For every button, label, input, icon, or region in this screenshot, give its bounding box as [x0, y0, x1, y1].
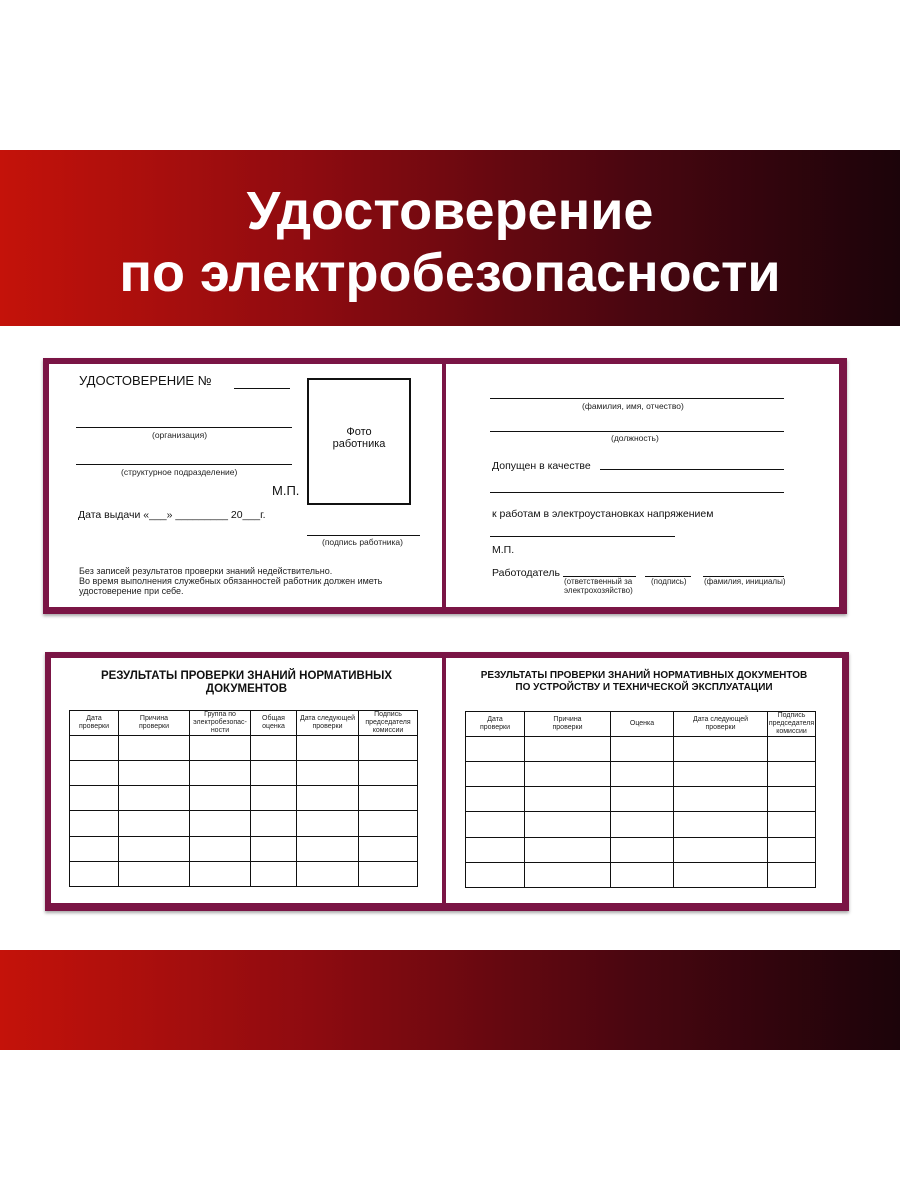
- certificate-right-page: [446, 364, 839, 607]
- initials-caption: (фамилия, инициалы): [704, 577, 786, 586]
- table-cell: [674, 862, 768, 887]
- table-cell: [190, 861, 251, 886]
- column-header-line: проверки: [705, 724, 736, 731]
- full-name-line: [490, 398, 784, 399]
- table-cell: [70, 836, 119, 861]
- table-cell: [768, 837, 816, 862]
- column-header: [297, 711, 359, 736]
- column-header-line: оценка: [262, 723, 285, 730]
- column-header-line: Общая: [262, 715, 285, 722]
- column-header-line: проверки: [552, 724, 583, 731]
- table-cell: [674, 737, 768, 762]
- worker-signature-caption: (подпись работника): [322, 537, 403, 547]
- results-right-page: [446, 658, 842, 903]
- table-cell: [297, 761, 359, 786]
- table-row: [70, 811, 418, 836]
- table-cell: [611, 837, 674, 862]
- position-line: [490, 431, 784, 432]
- results-left-header-row: [70, 711, 418, 736]
- validity-note-line3: удостоверение при себе.: [79, 586, 184, 596]
- photo-label-line1: Фото: [346, 426, 372, 438]
- column-header: [674, 712, 768, 737]
- certificate-spread: [43, 358, 847, 614]
- table-cell: [190, 811, 251, 836]
- table-cell: [297, 786, 359, 811]
- column-header: [611, 712, 674, 737]
- table-row: [466, 737, 816, 762]
- voltage-line: [490, 536, 675, 537]
- table-cell: [359, 861, 418, 886]
- table-cell: [611, 737, 674, 762]
- voltage-works-label: к работам в электроустановках напряжением: [492, 508, 714, 520]
- column-header: [525, 712, 611, 737]
- table-cell: [119, 861, 190, 886]
- table-cell: [466, 762, 525, 787]
- certificate-number-line: [234, 388, 290, 389]
- results-left-title-line1: РЕЗУЛЬТАТЫ ПРОВЕРКИ ЗНАНИЙ НОРМАТИВНЫХ: [100, 670, 393, 682]
- validity-note-line2: Во время выполнения служебных обязанностей работник должен иметь: [79, 576, 383, 586]
- position-caption: (должность): [611, 433, 659, 443]
- table-row: [466, 812, 816, 837]
- column-header: [190, 711, 251, 736]
- table-row: [70, 761, 418, 786]
- right-stamp-label: М.П.: [492, 544, 515, 556]
- column-header-line: электробезопас-: [193, 719, 247, 726]
- table-cell: [297, 811, 359, 836]
- table-cell: [190, 836, 251, 861]
- table-cell: [674, 812, 768, 837]
- results-right-header-row: [466, 712, 816, 737]
- table-cell: [297, 736, 359, 761]
- table-cell: [251, 836, 297, 861]
- table-cell: [297, 836, 359, 861]
- department-caption: (структурное подразделение): [121, 467, 238, 477]
- table-cell: [525, 837, 611, 862]
- results-right-title: [446, 670, 842, 694]
- table-cell: [674, 787, 768, 812]
- column-header-line: ности: [210, 727, 230, 734]
- table-cell: [70, 861, 119, 886]
- column-header: [768, 712, 816, 737]
- column-header-line: Причина: [553, 716, 582, 723]
- table-cell: [525, 762, 611, 787]
- organization-line: [76, 427, 292, 428]
- results-right-title-line1: РЕЗУЛЬТАТЫ ПРОВЕРКИ ЗНАНИЙ НОРМАТИВНЫХ ДОКУМЕНТОВ: [480, 670, 808, 681]
- table-row: [70, 836, 418, 861]
- table-cell: [70, 811, 119, 836]
- column-header-line: проверки: [480, 724, 510, 731]
- table-cell: [525, 812, 611, 837]
- table-cell: [768, 737, 816, 762]
- column-header: [359, 711, 418, 736]
- table-cell: [190, 786, 251, 811]
- column-header-line: председателя: [365, 719, 411, 726]
- table-cell: [466, 837, 525, 862]
- department-line: [76, 464, 292, 465]
- worker-signature-line: [307, 535, 420, 536]
- table-row: [466, 762, 816, 787]
- table-cell: [768, 762, 816, 787]
- column-header-line: Группа по: [204, 711, 236, 718]
- employer-label: Работодатель: [492, 567, 560, 579]
- column-header-line: Подпись: [777, 712, 806, 719]
- certificate-left-page: [49, 364, 442, 607]
- banner-title-line1: Удостоверение: [246, 181, 654, 241]
- table-row: [70, 786, 418, 811]
- table-cell: [119, 761, 190, 786]
- issue-date: Дата выдачи «___» _________ 20___г.: [78, 509, 266, 521]
- column-header: [119, 711, 190, 736]
- table-cell: [251, 736, 297, 761]
- table-row: [70, 736, 418, 761]
- table-row: [70, 861, 418, 886]
- table-row: [466, 837, 816, 862]
- results-left-title: [51, 670, 442, 696]
- responsible-caption-1: (ответственный за: [564, 577, 633, 586]
- column-header-line: Причина: [139, 715, 169, 722]
- table-row: [466, 787, 816, 812]
- table-cell: [251, 811, 297, 836]
- table-cell: [297, 861, 359, 886]
- table-cell: [611, 812, 674, 837]
- results-left-page: [51, 658, 442, 903]
- title-banner: [0, 150, 900, 326]
- results-left-title-line2: ДОКУМЕНТОВ: [205, 683, 288, 695]
- photo-frame-icon: [307, 378, 411, 505]
- results-right-table: [465, 711, 816, 888]
- table-cell: [674, 837, 768, 862]
- table-cell: [674, 762, 768, 787]
- full-name-caption: (фамилия, имя, отчество): [582, 401, 684, 411]
- table-cell: [359, 761, 418, 786]
- table-cell: [768, 862, 816, 887]
- table-cell: [119, 786, 190, 811]
- signature-caption: (подпись): [651, 577, 687, 586]
- table-cell: [359, 836, 418, 861]
- table-cell: [190, 761, 251, 786]
- results-right-title-line2: ПО УСТРОЙСТВУ И ТЕХНИЧЕСКОЙ ЭКСПЛУАТАЦИИ: [515, 682, 773, 693]
- table-cell: [251, 861, 297, 886]
- column-header-line: Подпись: [374, 711, 402, 718]
- validity-note-line1: Без записей результатов проверки знаний недействительно.: [79, 566, 333, 576]
- responsible-caption-2: электрохозяйство): [564, 586, 633, 595]
- column-header-line: Дата: [487, 716, 503, 723]
- table-row: [466, 862, 816, 887]
- table-cell: [119, 736, 190, 761]
- column-header-line: проверки: [79, 723, 109, 730]
- table-cell: [190, 736, 251, 761]
- table-cell: [119, 811, 190, 836]
- table-cell: [70, 736, 119, 761]
- column-header-line: председателя: [768, 720, 815, 727]
- table-cell: [466, 812, 525, 837]
- column-header: [251, 711, 297, 736]
- table-cell: [611, 762, 674, 787]
- results-spread: [45, 652, 849, 911]
- admitted-as-label: Допущен в качестве: [492, 460, 591, 472]
- column-header: [466, 712, 525, 737]
- column-header-line: комиссии: [776, 728, 807, 735]
- banner-title-line2: по электробезопасности: [119, 243, 781, 303]
- table-cell: [359, 811, 418, 836]
- column-header-line: Оценка: [629, 720, 655, 727]
- certificate-number-label: УДОСТОВЕРЕНИЕ №: [79, 373, 212, 388]
- column-header-line: Дата: [86, 715, 102, 722]
- bottom-banner: [0, 950, 900, 1050]
- admitted-as-line: [600, 469, 784, 470]
- table-cell: [119, 836, 190, 861]
- table-cell: [768, 812, 816, 837]
- table-cell: [525, 787, 611, 812]
- results-left-table: [69, 710, 418, 887]
- stamp-label: М.П.: [272, 483, 300, 498]
- column-header-line: комиссии: [372, 727, 404, 734]
- table-cell: [70, 761, 119, 786]
- admitted-as-line-2: [490, 492, 784, 493]
- table-cell: [466, 787, 525, 812]
- column-header-line: проверки: [312, 723, 343, 730]
- table-cell: [359, 736, 418, 761]
- table-cell: [70, 786, 119, 811]
- table-cell: [768, 787, 816, 812]
- table-cell: [251, 786, 297, 811]
- table-cell: [611, 787, 674, 812]
- column-header: [70, 711, 119, 736]
- table-cell: [611, 862, 674, 887]
- table-cell: [525, 737, 611, 762]
- table-cell: [466, 737, 525, 762]
- column-header-line: проверки: [139, 723, 169, 730]
- table-cell: [251, 761, 297, 786]
- table-cell: [525, 862, 611, 887]
- table-cell: [466, 862, 525, 887]
- table-cell: [359, 786, 418, 811]
- column-header-line: Дата следующей: [692, 716, 749, 723]
- organization-caption: (организация): [152, 430, 208, 440]
- column-header-line: Дата следующей: [299, 715, 356, 722]
- photo-label-line2: работника: [332, 438, 386, 450]
